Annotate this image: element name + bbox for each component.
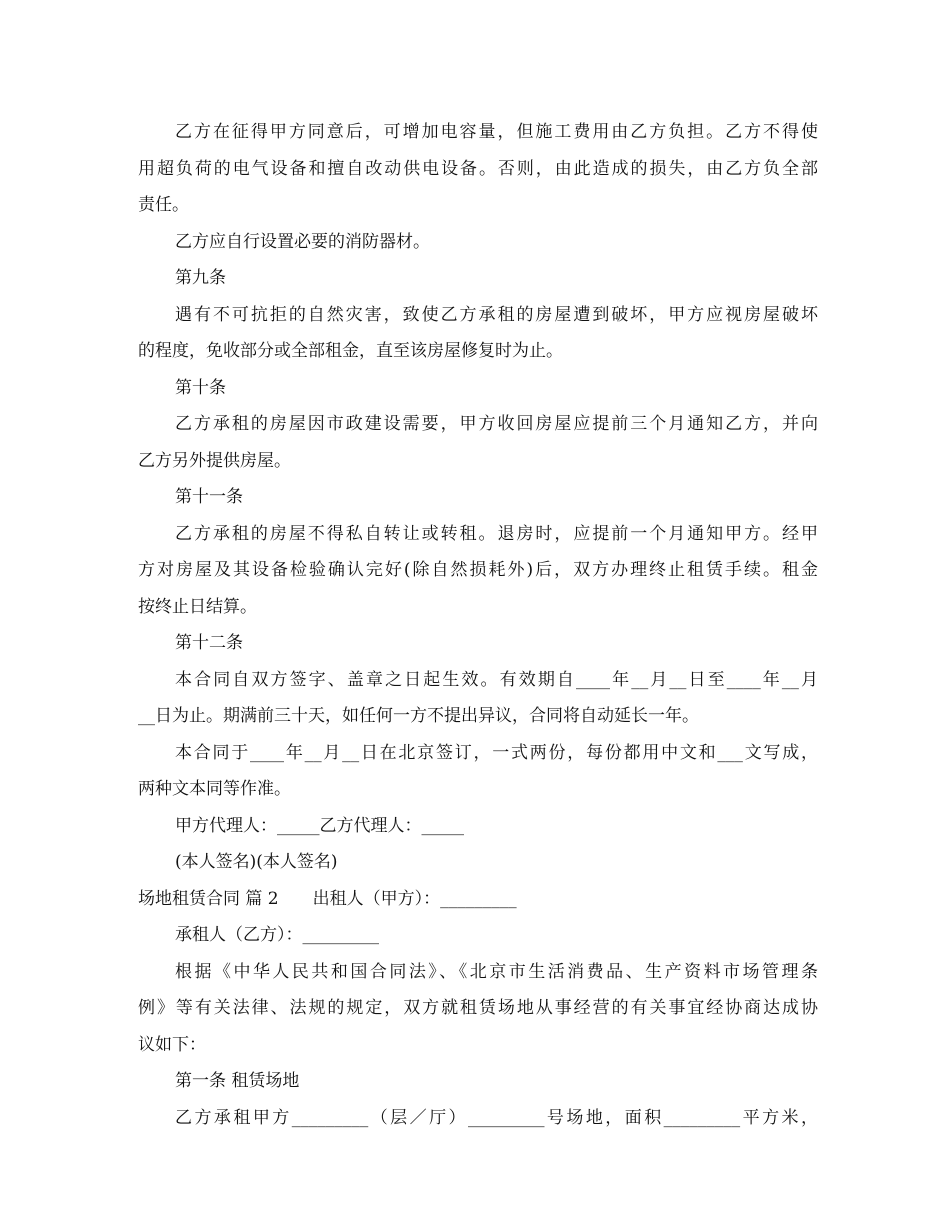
text-line: 乙方另外提供房屋。 — [138, 450, 291, 471]
contract-clauses-part1 — [138, 114, 818, 881]
text-line: (本人签名)(本人签名) — [175, 852, 338, 872]
text-line: 乙方承租甲方_________（层／厅）_________号场地，面积_________平方米， — [175, 1107, 818, 1128]
text-line: __日为止。期满前三十天，如任何一方不提出异议，合同将自动延长一年。 — [138, 706, 699, 726]
section-title: 场地租赁合同 篇 2 — [138, 888, 279, 909]
text-line: 责任。 — [138, 195, 189, 215]
text-line: 甲方代理人：_____乙方代理人：_____ — [175, 815, 464, 836]
text-line: 例》等有关法律、法规的规定，双方就租赁场地从事经营的有关事宜经协商达成协 — [138, 998, 818, 1018]
text-line: 第十一条 — [175, 487, 243, 507]
text-line: 乙方应自行设置必要的消防器材。 — [175, 231, 430, 252]
text-line: 按终止日结算。 — [138, 596, 257, 617]
text-line: 的程度，免收部分或全部租金，直至该房屋修复时为止。 — [138, 341, 563, 361]
text-line: 第十二条 — [175, 633, 243, 653]
text-line: 用超负荷的电气设备和擅自改动供电设备。否则，由此造成的损失，由乙方负全部 — [138, 158, 818, 179]
text-line: 承租人（乙方）：_________ — [175, 925, 379, 945]
text-line: 根据《中华人民共和国合同法》、《北京市生活消费品、生产资料市场管理条 — [175, 961, 818, 982]
section-heading-line — [138, 881, 818, 918]
text-line: 第十条 — [175, 377, 226, 398]
text-line: 议如下： — [138, 1034, 206, 1055]
text-line: 乙方在征得甲方同意后，可增加电容量，但施工费用由乙方负担。乙方不得使 — [175, 122, 818, 142]
text-line: 方对房屋及其设备检验确认完好(除自然损耗外)后，双方办理终止租赁手续。租金 — [138, 560, 818, 580]
text-line: 遇有不可抗拒的自然灾害，致使乙方承租的房屋遭到破坏，甲方应视房屋破坏 — [175, 304, 818, 325]
text-line: 两种文本同等作准。 — [138, 779, 291, 799]
lessor-line: 出租人（甲方）：_________ — [312, 888, 517, 909]
document-body — [138, 114, 818, 1136]
text-line: 本合同自双方签字、盖章之日起生效。有效期自____年__月__日至____年__月 — [175, 669, 818, 690]
text-line: 第九条 — [175, 268, 226, 288]
contract-clauses-part2 — [138, 917, 818, 1136]
text-line: 第一条 租赁场地 — [175, 1071, 300, 1091]
text-line: 乙方承租的房屋因市政建设需要，甲方收回房屋应提前三个月通知乙方，并向 — [175, 414, 818, 434]
text-line: 本合同于____年__月__日在北京签订，一式两份，每份都用中文和___文写成， — [175, 742, 818, 763]
text-line: 乙方承租的房屋不得私自转让或转租。退房时，应提前一个月通知甲方。经甲 — [175, 523, 818, 544]
